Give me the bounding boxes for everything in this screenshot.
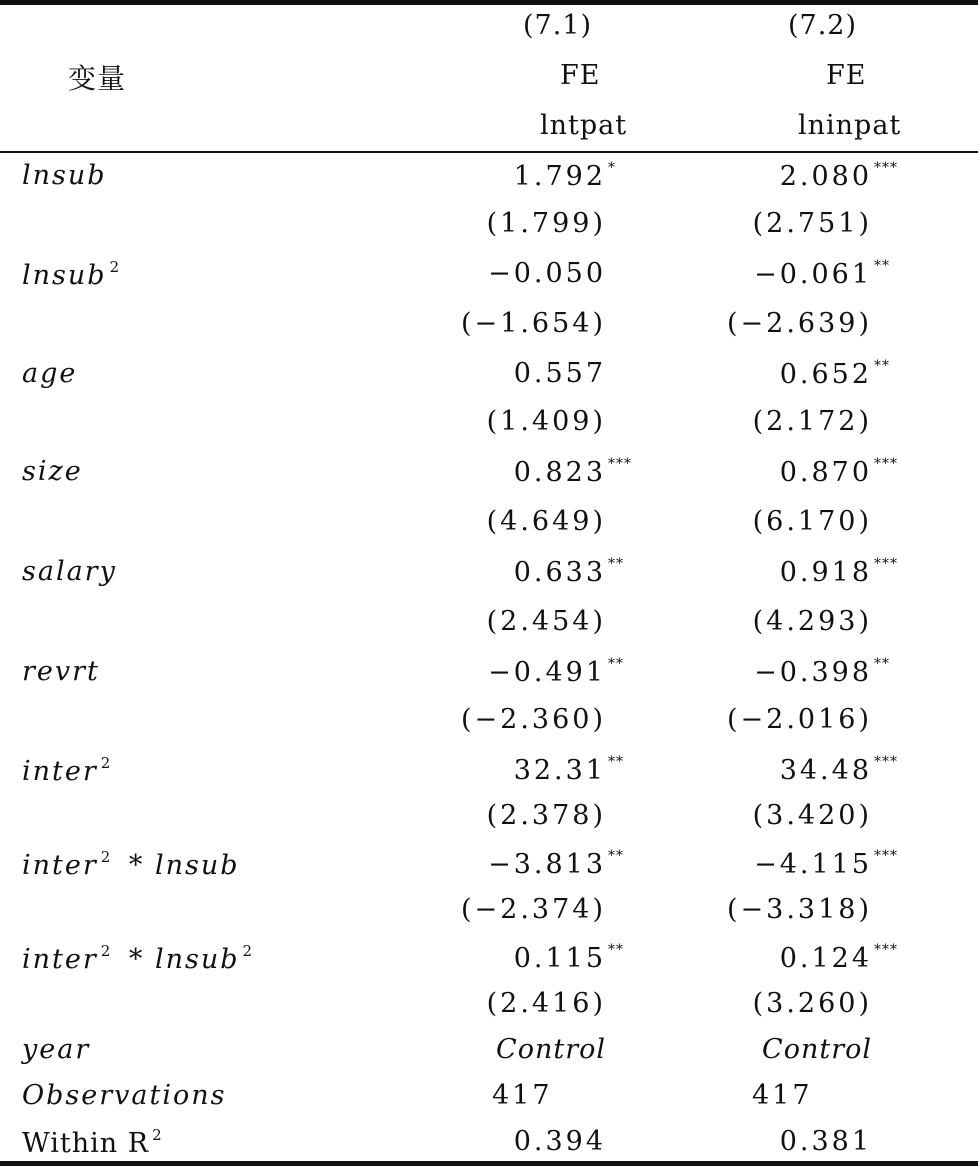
col1-value: (−2.374) [461,894,606,925]
row-label [22,942,254,975]
row-label [22,1126,163,1159]
col1-value-cell [488,848,624,880]
col2-value-cell [780,754,898,786]
col1-value: 0.823 [513,457,606,488]
col2-value: 0.652 [779,359,872,390]
col1-value: (−2.360) [461,704,606,735]
col2-value-cell [754,258,890,290]
col2-dependent-variable: lninpat [798,110,902,141]
col1-value: 1.792 [513,161,606,192]
row-label [22,258,121,291]
header-rule [0,151,978,153]
row-label-text: inter [22,850,98,881]
row-label [22,160,107,191]
col1-value: 0.394 [513,1126,606,1157]
col2-value-cell [780,160,898,192]
row-label-tail: * lnsub [118,850,240,881]
col2-value-cell [780,1126,872,1157]
col1-value-cell [487,208,606,239]
col1-value-cell [514,160,616,192]
row-label-superscript: 2 [100,754,113,772]
row-label-text: salary [22,556,117,587]
col2-value-cell [754,848,898,880]
col2-value-cell [762,1034,872,1065]
row-label [22,656,100,687]
row-label-superscript: 2 [100,848,113,866]
col1-value: (−1.654) [461,308,606,339]
col2-significance-stars: ** [874,358,890,374]
col1-value-cell [496,1034,606,1065]
col1-dependent-variable: lntpat [540,110,628,141]
col1-value: (1.409) [486,406,606,437]
col1-value: −0.050 [488,258,606,289]
col1-value: −3.813 [488,849,606,880]
col2-value-cell [753,988,872,1019]
col1-significance-stars: ** [608,848,624,864]
col2-value: −0.061 [754,259,872,290]
col1-value-cell [488,258,606,289]
col1-value-cell [487,606,606,637]
col1-value: 0.633 [513,557,606,588]
col1-value: 0.557 [513,358,606,389]
col1-significance-stars: * [608,160,616,176]
col2-value: 0.381 [779,1126,872,1157]
col1-value-cell [488,656,624,688]
col1-value-cell [514,456,632,488]
col1-value: (2.416) [486,988,606,1019]
bottom-rule [0,1161,978,1166]
col2-value-cell [753,606,872,637]
col1-value-cell [487,988,606,1019]
col2-value: 0.124 [779,943,872,974]
col1-significance-stars: ** [608,556,624,572]
row-label-text: year [22,1034,91,1065]
row-label [22,1080,227,1111]
col1-value: (2.378) [486,800,606,831]
col1-value-cell [487,800,606,831]
col1-value: 0.115 [513,943,606,974]
col1-value-cell [514,942,624,974]
col2-significance-stars: *** [874,848,898,864]
col1-significance-stars: ** [608,656,624,672]
col2-value: 417 [752,1080,813,1111]
col2-value: 2.080 [779,161,872,192]
row-label-superscript: 2 [100,942,113,960]
col1-value-cell [487,506,606,537]
top-rule [0,0,978,5]
col2-value-cell [780,556,898,588]
col1-value-cell [514,358,606,389]
col2-value: −0.398 [754,657,872,688]
col1-value-cell [492,1080,553,1111]
col2-value: 0.870 [779,457,872,488]
col1-model-id: (7.1) [523,10,593,41]
variable-column-header: 变量 [68,62,127,95]
row-label-text: inter [22,756,98,787]
col1-value: (2.454) [486,606,606,637]
row-label [22,754,112,787]
col1-value-cell [461,894,606,925]
col2-value-cell [727,894,872,925]
col2-significance-stars: *** [874,754,898,770]
row-label-text: age [22,358,78,389]
col1-value: (1.799) [486,208,606,239]
row-label-text: Within R [22,1128,150,1159]
col2-value-cell [753,800,872,831]
col2-value: 34.48 [779,755,872,786]
col1-value: 32.31 [513,755,606,786]
col2-value-cell [780,942,898,974]
col2-value: (3.420) [752,800,872,831]
row-label [22,358,77,389]
row-label-text: lnsub [22,260,107,291]
col2-value-cell [780,358,890,390]
col1-value: (4.649) [486,506,606,537]
col1-value: Control [496,1034,606,1065]
col2-value: (4.293) [752,606,872,637]
col2-value-cell [753,208,872,239]
col2-significance-stars: ** [874,258,890,274]
col2-value-cell [752,1080,813,1111]
col2-method: FE [826,60,867,91]
row-label-text: size [22,456,83,487]
col1-value: −0.491 [488,657,606,688]
col2-model-id: (7.2) [788,10,858,41]
row-label-superscript-2: 2 [242,942,255,960]
col2-value: −4.115 [754,849,872,880]
col1-value-cell [514,754,624,786]
row-label-superscript: 2 [152,1126,163,1144]
col2-value: (−3.318) [727,894,872,925]
col2-value-cell [754,656,890,688]
col2-value-cell [753,406,872,437]
row-label [22,848,240,881]
col2-significance-stars: *** [874,942,898,958]
row-label [22,1034,90,1065]
row-label-text: inter [22,944,98,975]
col2-value: (2.751) [752,208,872,239]
col2-significance-stars: *** [874,456,898,472]
col1-value-cell [514,556,624,588]
col2-value-cell [753,506,872,537]
col1-value-cell [514,1126,606,1157]
row-label-tail: * lnsub [118,944,240,975]
col2-value-cell [727,308,872,339]
col2-value: (−2.016) [727,704,872,735]
col1-significance-stars: ** [608,754,624,770]
col2-significance-stars: *** [874,556,898,572]
col2-value: (6.170) [752,506,872,537]
col1-value-cell [461,308,606,339]
row-label-text: revrt [22,656,100,687]
col2-value-cell [780,456,898,488]
row-label [22,456,83,487]
col2-significance-stars: *** [874,160,898,176]
row-label [22,556,117,587]
col1-method: FE [560,60,601,91]
row-label-superscript: 2 [109,258,122,276]
col1-value-cell [461,704,606,735]
col1-value-cell [487,406,606,437]
row-label-text: Observations [22,1080,227,1111]
col2-value: Control [762,1034,872,1065]
col1-significance-stars: ** [608,942,624,958]
row-label-text: lnsub [22,160,107,191]
col1-significance-stars: *** [608,456,632,472]
col2-value-cell [727,704,872,735]
col2-value: (−2.639) [727,308,872,339]
col2-significance-stars: ** [874,656,890,672]
col2-value: (2.172) [752,406,872,437]
col2-value: 0.918 [779,557,872,588]
col1-value: 417 [492,1080,553,1111]
col2-value: (3.260) [752,988,872,1019]
